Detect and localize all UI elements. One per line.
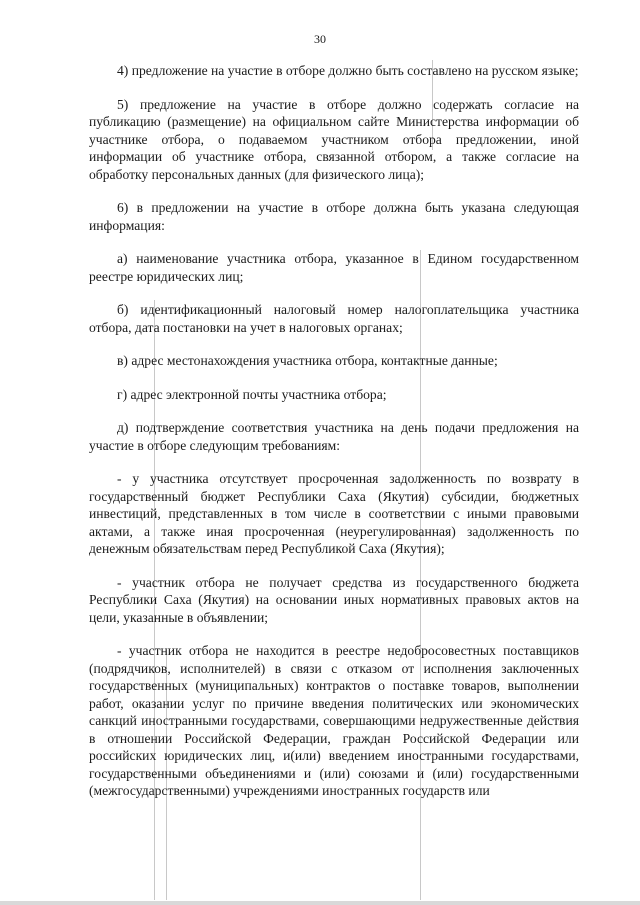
- paragraph: г) адрес электронной почты участника отбора;: [117, 386, 387, 402]
- paragraph: в) адрес местонахождения участника отбора, контактные данные;: [117, 353, 498, 368]
- document-body: [89, 62, 579, 816]
- paragraph: - участник отбора не находится в реестре недобросовестных поставщиков (подрядчиков, исполнителей) в связи с отказом от исполнения заключенных государственных (муниципальных) контрактов о поставке товаров, выполнении работ, оказании услуг по причине введения политических или экономических санкций иностранными государствами, совершающими недружественные действия в отношении Российской Федерации, граждан Российской Федерации или российских юридических лиц, и(или) введением иностранными государствами, государственными объединениями и (или) союзами и (или) государственными (межгосударственными) учреждениями иностранных государств или: [89, 643, 579, 798]
- paragraph: - участник отбора не получает средства из государственного бюджета Республики Саха (Якутия) на основании иных нормативных правовых актов на цели, указанные в объявлении;: [89, 574, 579, 625]
- scan-edge: [0, 901, 640, 905]
- paragraph: 6) в предложении на участие в отборе должна быть указана следующая информация:: [89, 200, 579, 233]
- paragraph: а) наименование участника отбора, указанное в Едином государственном реестре юридических лиц;: [89, 251, 579, 284]
- paragraph: д) подтверждение соответствия участника на день подачи предложения на участие в отборе следующим требованиям:: [89, 420, 579, 453]
- paragraph: - у участника отсутствует просроченная задолженность по возврату в государственный бюджет Республики Саха (Якутия) субсидии, бюджетных инвестиций, представленных в том числе в соответствии с иными правовыми актами, а также иная просроченная (неурегулированная) задолженность по денежным обязательствам перед Республикой Саха (Якутия);: [89, 471, 579, 556]
- page-number: 30: [314, 32, 326, 46]
- paragraph: 5) предложение на участие в отборе должно содержать согласие на публикацию (размещение) на официальном сайте Министерства информации об участнике отбора, о подаваемом участником отбора предложении, иной информации об участнике отбора, связанной отбором, а также согласие на обработку персональных данных (для физического лица);: [89, 96, 579, 182]
- paragraph: 4) предложение на участие в отборе должно быть составлено на русском языке;: [117, 63, 579, 78]
- paragraph: б) идентификационный налоговый номер налогоплательщика участника отбора, дата постановки на учет в налоговых органах;: [89, 302, 579, 335]
